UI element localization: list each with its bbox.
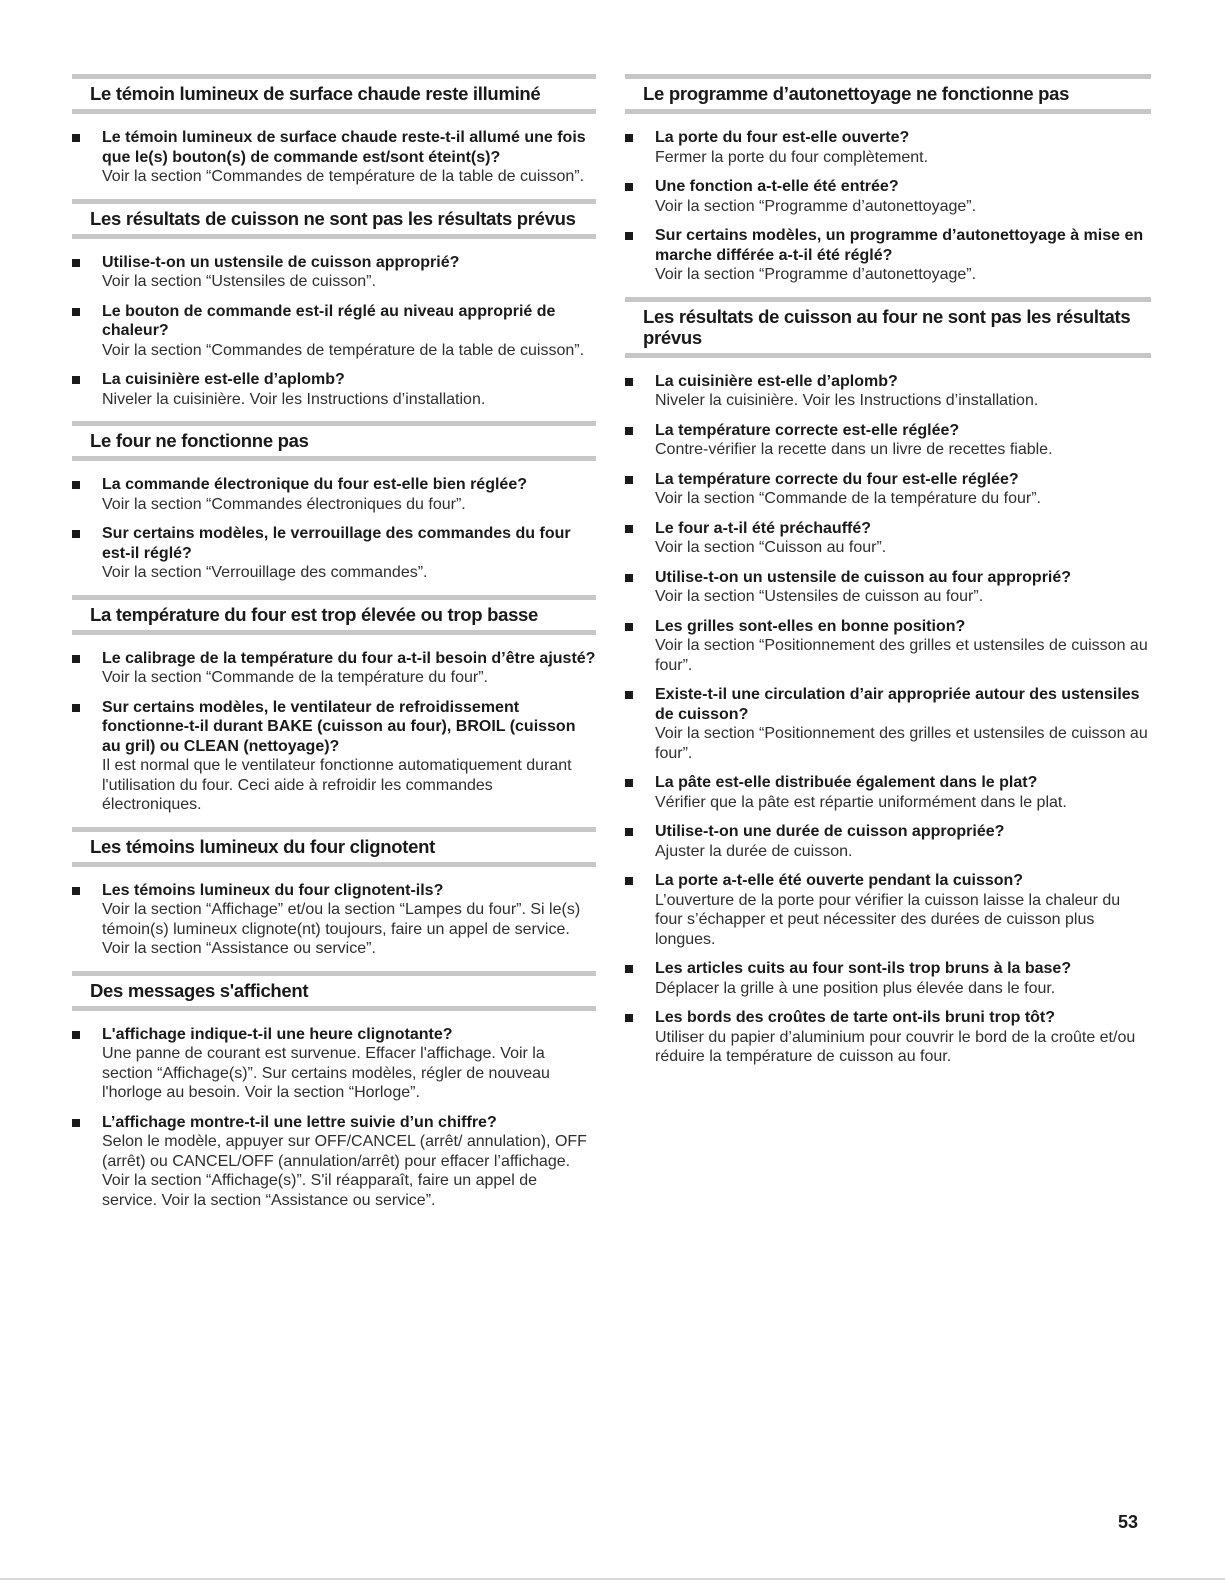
answer-text: L’ouverture de la porte pour vérifier la cuisson laisse la chaleur du four s’échapper et peut nécessiter des durées de cuisson plus longues. (655, 891, 1121, 948)
troubleshooting-section (72, 421, 596, 583)
question-list (72, 649, 596, 815)
square-bullet-icon (625, 427, 633, 435)
question-text: La pâte est-elle distribuée également dans le plat? (655, 774, 1038, 791)
answer-text: Voir la section “Commande de la température du four”. (102, 669, 488, 686)
question-list (72, 128, 596, 187)
list-item (72, 881, 596, 959)
list-item (625, 871, 1151, 949)
answer-text: Voir la section “Positionnement des grilles et ustensiles de cuisson au four”. (655, 637, 1148, 674)
list-item (72, 1113, 596, 1211)
troubleshooting-section (625, 297, 1151, 1067)
answer-text: Vérifier que la pâte est répartie uniformément dans le plat. (655, 793, 1067, 811)
troubleshooting-section (625, 74, 1151, 285)
list-item (625, 128, 1151, 167)
square-bullet-icon (72, 134, 80, 142)
answer-text: Voir la section “Commandes de température de la table de cuisson”. (102, 341, 585, 359)
square-bullet-icon (625, 623, 633, 631)
right-column (625, 74, 1151, 1079)
list-item (625, 226, 1151, 285)
question-text: Le bouton de commande est-il réglé au niveau approprié de chaleur? (102, 302, 556, 339)
question-text: Le calibrage de la température du four a-t-il besoin d’être ajusté? (102, 649, 596, 667)
section-heading: Des messages s'affichent (72, 971, 596, 1011)
answer-text: Une panne de courant est survenue. Effacer l'affichage. Voir la section “Affichage(s)”. Sur certains modèles, régler de nouveau l'horloge au besoin. Voir la section “Horloge”. (102, 1045, 550, 1101)
question-list (72, 881, 596, 959)
square-bullet-icon (625, 183, 633, 191)
answer-text: Voir la section “Commande de la température du four”. (655, 490, 1041, 507)
square-bullet-icon (625, 1014, 633, 1022)
answer-text: Déplacer la grille à une position plus élevée dans le four. (655, 979, 1056, 997)
square-bullet-icon (72, 259, 80, 267)
answer-text: Voir la section “Affichage” et/ou la section “Lampes du four”. Si le(s) témoin(s) lumineux clignote(nt) toujours, faire un appel de service. Voir la section “Assistance ou service”. (102, 901, 581, 957)
troubleshooting-section (72, 74, 596, 187)
answer-text: Contre-vérifier la recette dans un livre de recettes fiable. (655, 441, 1053, 458)
square-bullet-icon (72, 376, 80, 384)
list-item (625, 1008, 1151, 1067)
question-text: La température correcte du four est-elle réglée? (655, 470, 1019, 488)
troubleshooting-section (72, 827, 596, 959)
list-item (625, 470, 1151, 509)
answer-text: Voir la section “Commandes électroniques du four”. (102, 495, 466, 513)
question-text: La porte a-t-elle été ouverte pendant la cuisson? (655, 872, 1024, 889)
list-item (72, 649, 596, 688)
question-text: Les articles cuits au four sont-ils trop bruns à la base? (655, 960, 1072, 977)
answer-text: Il est normal que le ventilateur fonctionne automatiquement durant l'utilisation du four. Ceci aide à refroidir les commandes électroniques. (102, 757, 572, 813)
square-bullet-icon (72, 308, 80, 316)
square-bullet-icon (72, 1119, 80, 1127)
list-item (72, 475, 596, 514)
answer-text: Voir la section “Commandes de température de la table de cuisson”. (102, 168, 585, 185)
square-bullet-icon (625, 965, 633, 973)
question-text: Utilise-t-on un ustensile de cuisson approprié? (102, 253, 460, 271)
answer-text: Voir la section “Ustensiles de cuisson”. (102, 273, 376, 290)
list-item (625, 519, 1151, 558)
answer-text: Niveler la cuisinière. Voir les Instructions d’installation. (655, 392, 1039, 409)
list-item (72, 698, 596, 815)
list-item (72, 302, 596, 361)
square-bullet-icon (72, 1031, 80, 1039)
answer-text: Utiliser du papier d’aluminium pour couvrir le bord de la croûte et/ou réduire la température de cuisson au four. (655, 1028, 1136, 1065)
section-heading: La température du four est trop élevée ou trop basse (72, 595, 596, 635)
question-text: La commande électronique du four est-elle bien réglée? (102, 476, 527, 493)
square-bullet-icon (72, 655, 80, 663)
list-item (625, 568, 1151, 607)
question-text: Existe-t-il une circulation d’air appropriée autour des ustensiles de cuisson? (655, 686, 1140, 723)
list-item (72, 253, 596, 292)
question-text: L'affichage indique-t-il une heure clignotante? (102, 1025, 453, 1043)
question-text: La cuisinière est-elle d’aplomb? (102, 371, 345, 388)
list-item (625, 959, 1151, 998)
question-text: Le four a-t-il été préchauffé? (655, 519, 872, 537)
square-bullet-icon (625, 779, 633, 787)
square-bullet-icon (72, 530, 80, 538)
list-item (625, 617, 1151, 676)
section-heading: Le four ne fonctionne pas (72, 421, 596, 461)
page-bottom-rule (0, 1578, 1225, 1580)
list-item (72, 370, 596, 409)
troubleshooting-section (72, 595, 596, 815)
square-bullet-icon (625, 877, 633, 885)
square-bullet-icon (72, 481, 80, 489)
list-item (72, 1025, 596, 1103)
square-bullet-icon (625, 525, 633, 533)
square-bullet-icon (625, 691, 633, 699)
square-bullet-icon (625, 378, 633, 386)
question-text: La température correcte est-elle réglée? (655, 421, 960, 439)
page-number: 53 (1118, 1512, 1139, 1532)
answer-text: Voir la section “Ustensiles de cuisson au four”. (655, 588, 984, 605)
square-bullet-icon (625, 476, 633, 484)
answer-text: Voir la section “Cuisson au four”. (655, 539, 887, 556)
question-text: Utilise-t-on un ustensile de cuisson au four approprié? (655, 568, 1072, 586)
square-bullet-icon (625, 232, 633, 240)
question-list (72, 475, 596, 583)
question-list (72, 253, 596, 410)
answer-text: Voir la section “Programme d’autonettoyage”. (655, 197, 977, 215)
square-bullet-icon (72, 887, 80, 895)
section-heading: Le témoin lumineux de surface chaude reste illuminé (72, 74, 596, 114)
list-item (625, 177, 1151, 216)
list-item (625, 421, 1151, 460)
troubleshooting-section (72, 971, 596, 1211)
question-text: Une fonction a-t-elle été entrée? (655, 178, 899, 195)
question-text: Utilise-t-on une durée de cuisson appropriée? (655, 823, 1005, 840)
answer-text: Voir la section “Positionnement des grilles et ustensiles de cuisson au four”. (655, 725, 1148, 762)
square-bullet-icon (72, 704, 80, 712)
troubleshooting-section (72, 199, 596, 410)
answer-text: Niveler la cuisinière. Voir les Instructions d’installation. (102, 390, 486, 408)
question-list (625, 372, 1151, 1067)
list-item (72, 128, 596, 187)
square-bullet-icon (625, 134, 633, 142)
list-item (72, 524, 596, 583)
question-text: Le témoin lumineux de surface chaude reste-t-il allumé une fois que le(s) bouton(s) de commande est/sont éteint(s)? (102, 129, 586, 166)
question-list (625, 128, 1151, 285)
question-list (72, 1025, 596, 1211)
answer-text: Voir la section “Programme d’autonettoyage”. (655, 266, 977, 283)
square-bullet-icon (625, 828, 633, 836)
question-text: La porte du four est-elle ouverte? (655, 129, 910, 146)
answer-text: Fermer la porte du four complètement. (655, 148, 929, 166)
list-item (625, 372, 1151, 411)
section-heading: Les résultats de cuisson au four ne sont pas les résultats prévus (625, 297, 1151, 358)
question-text: L’affichage montre-t-il une lettre suivie d’un chiffre? (102, 1113, 497, 1131)
question-text: La cuisinière est-elle d’aplomb? (655, 372, 898, 390)
list-item (625, 822, 1151, 861)
list-item (625, 685, 1151, 763)
question-text: Sur certains modèles, le verrouillage des commandes du four est-il réglé? (102, 525, 571, 562)
answer-text: Selon le modèle, appuyer sur OFF/CANCEL (arrêt/ annulation), OFF (arrêt) ou CANCEL/OFF (annulation/arrêt) pour effacer l’affichage. Voir la section “Affichage(s)”. S'il réapparaît, faire un appel de service. Voir la section “Assistance ou service”. (102, 1133, 587, 1209)
section-heading: Le programme d’autonettoyage ne fonctionne pas (625, 74, 1151, 114)
list-item (625, 773, 1151, 812)
answer-text: Voir la section “Verrouillage des commandes”. (102, 564, 428, 581)
section-heading: Les témoins lumineux du four clignotent (72, 827, 596, 867)
section-heading: Les résultats de cuisson ne sont pas les résultats prévus (72, 199, 596, 239)
question-text: Les bords des croûtes de tarte ont-ils bruni trop tôt? (655, 1009, 1056, 1026)
question-text: Sur certains modèles, un programme d’autonettoyage à mise en marche différée a-t-il été réglé? (655, 227, 1144, 264)
question-text: Les grilles sont-elles en bonne position? (655, 617, 966, 635)
answer-text: Ajuster la durée de cuisson. (655, 842, 853, 860)
left-column (72, 74, 596, 1222)
square-bullet-icon (625, 574, 633, 582)
question-text: Les témoins lumineux du four clignotent-ils? (102, 881, 444, 899)
question-text: Sur certains modèles, le ventilateur de refroidissement fonctionne-t-il durant BAKE (cuisson au four), BROIL (cuisson au gril) ou CLEAN (nettoyage)? (102, 698, 576, 755)
